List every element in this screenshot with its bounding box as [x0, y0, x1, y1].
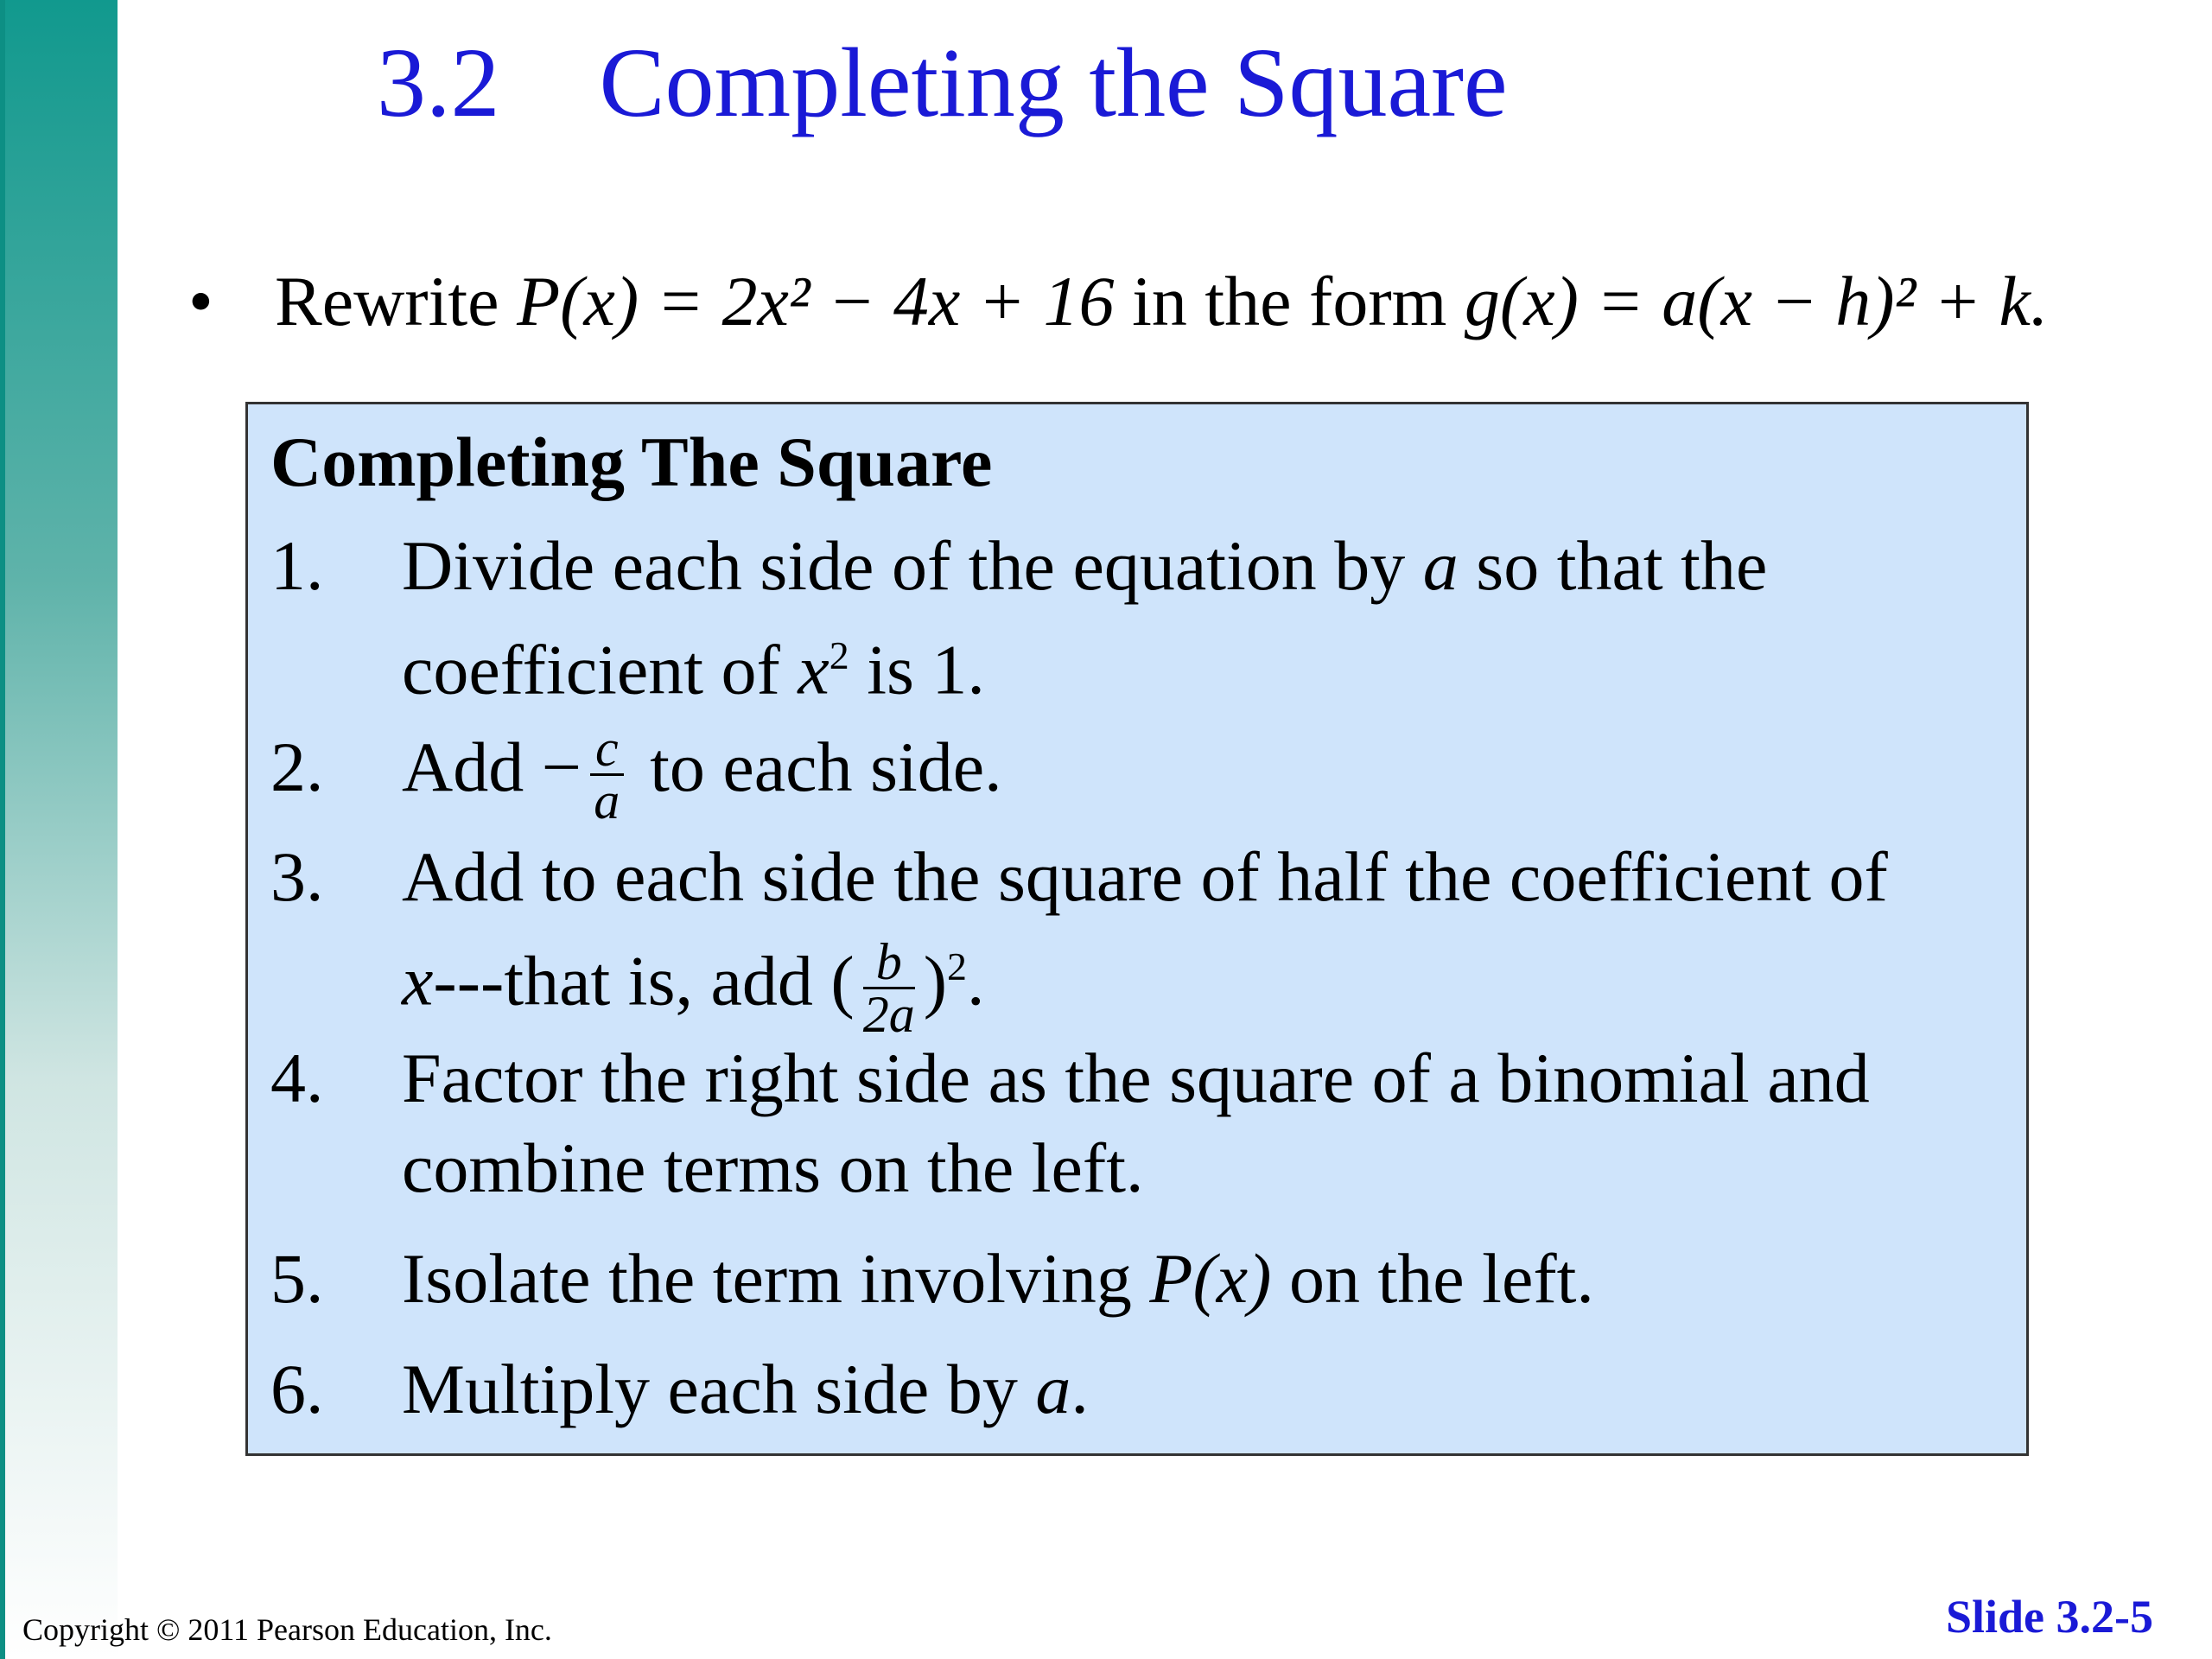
step-5-after: on the left. — [1288, 1239, 1594, 1318]
step-1-line1-before: Divide each side of the equation by — [402, 526, 1406, 605]
step-3-line2: ---that is, add — [433, 941, 813, 1020]
sidebar-edge — [0, 0, 5, 1659]
step-number: 6. — [270, 1350, 324, 1428]
step-3-period: . — [966, 941, 985, 1020]
step-text — [402, 1234, 2009, 1324]
step-1-var-a: a — [1422, 526, 1459, 605]
copyright-notice: Copyright © 2011 Pearson Education, Inc. — [22, 1612, 552, 1647]
step-2-after: to each side. — [650, 728, 1002, 806]
title-text: Completing the Square — [599, 28, 1508, 137]
step-number: 3. — [270, 837, 324, 916]
step-text — [402, 1344, 2009, 1434]
step-text — [402, 521, 2009, 715]
target-form: g(x) = a(x − h)² + k. — [1464, 262, 2049, 340]
fraction-numerator: c — [590, 723, 624, 776]
fraction-c-over-a — [590, 719, 624, 830]
step-6-period: . — [1071, 1350, 1089, 1428]
step-1-var-x: x — [798, 630, 830, 709]
step-2-before: Add — [402, 728, 524, 806]
step-4-line2: combine terms on the left. — [402, 1128, 1144, 1207]
completing-square-box — [245, 402, 2029, 1456]
step-1-line1-after: so that the — [1476, 526, 1768, 605]
step-number: 1. — [270, 526, 324, 605]
step-5-before: Isolate the term involving — [402, 1239, 1132, 1318]
step-number: 4. — [270, 1039, 324, 1117]
fraction-denominator: 2a — [862, 986, 915, 1044]
step-1-exponent: 2 — [829, 633, 849, 677]
rewrite-label: Rewrite — [275, 262, 499, 340]
sidebar-gradient-bar — [0, 0, 118, 1659]
step-4-line1: Factor the right side as the square of a binomial and — [402, 1039, 1870, 1117]
step-6-var-a: a — [1035, 1350, 1071, 1428]
step-text — [402, 719, 2009, 830]
section-number: 3.2 — [377, 28, 500, 137]
intro-text — [275, 259, 2048, 344]
slide-number: Slide 3.2-5 — [1945, 1591, 2153, 1643]
given-function: P(x) = 2x² − 4x + 16 — [517, 262, 1115, 340]
fraction-b-over-2a — [862, 933, 915, 1044]
step-3-exponent: 2 — [947, 944, 967, 988]
step-number: 5. — [270, 1239, 324, 1318]
step-text: Add to each side the square of half the coefficient of x---that is, add ( $\frac{b}{2a}$ )$^2$. — [402, 837, 1888, 1044]
step-5-expr: P(x) — [1149, 1239, 1272, 1318]
slide-title — [377, 24, 1508, 143]
step-1-line2-after: is 1. — [867, 630, 985, 709]
bullet-marker: • — [188, 262, 213, 340]
fraction-numerator: b — [863, 937, 915, 989]
step-6-before: Multiply each side by — [402, 1350, 1018, 1428]
fraction-denominator: a — [594, 772, 620, 830]
step-text — [402, 1033, 2009, 1213]
step-3-line1: Add to each side the square of half the coefficient of — [402, 837, 1888, 916]
step-3-var-x: x — [402, 941, 434, 1020]
step-1-line2-before: coefficient of — [402, 630, 780, 709]
step-2-sign: − — [541, 728, 582, 806]
step-number: 2. — [270, 728, 324, 806]
box-heading: Completing The Square — [270, 423, 993, 501]
connector-text: in the form — [1132, 262, 1447, 340]
